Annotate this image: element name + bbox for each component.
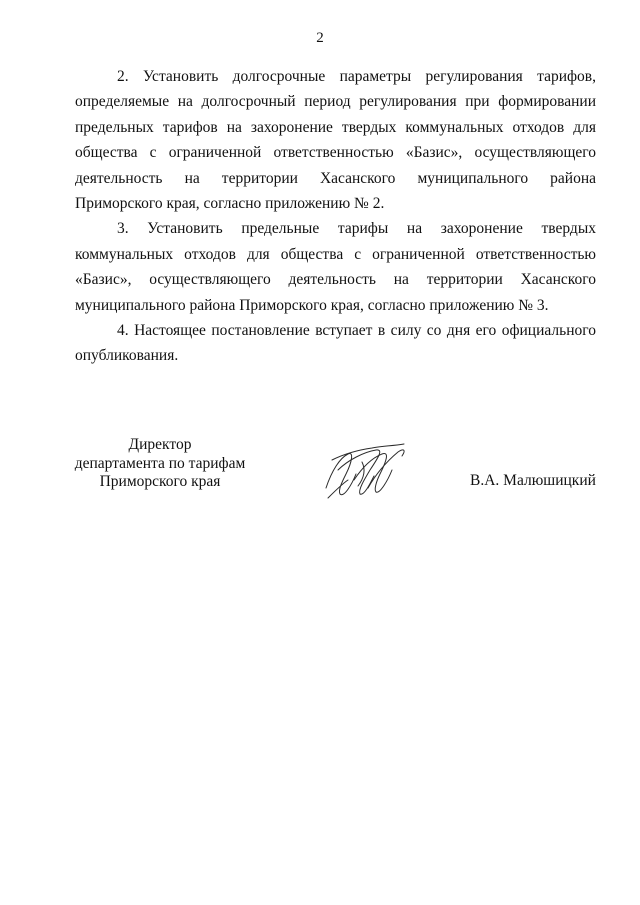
page-number: 2 — [316, 30, 324, 46]
signatory-name: В.А. Малюшицкий — [470, 472, 596, 489]
signatory-title — [60, 436, 260, 492]
signatory-title-line: Приморского края — [99, 473, 221, 490]
paragraph-3: 3. Установить предельные тарифы на захоронение твердых коммунальных отходов для общества с ограниченной ответственностью «Базис», осуществляющего деятельность на территории Хасанского муниципального района Приморского края, согласно приложению № 3. — [75, 220, 596, 314]
signatory-title-line: Директор — [128, 436, 192, 453]
signatory-title-line: департамента по тарифам — [74, 454, 246, 472]
handwritten-signature — [318, 440, 410, 502]
paragraph-2: 2. Установить долгосрочные параметры регулирования тарифов, определяемые на долгосрочный период регулирования при формировании предельных тарифов на захоронение твердых коммунальных отходов для общества с ограниченной ответственностью «Базис», осуществляющего деятельность на территории Хасанского муниципального района Приморского края, согласно приложению № 2. — [75, 68, 596, 213]
document-body — [75, 64, 596, 369]
paragraph-4: 4. Настоящее постановление вступает в силу со дня его официального опубликования. — [75, 322, 596, 365]
